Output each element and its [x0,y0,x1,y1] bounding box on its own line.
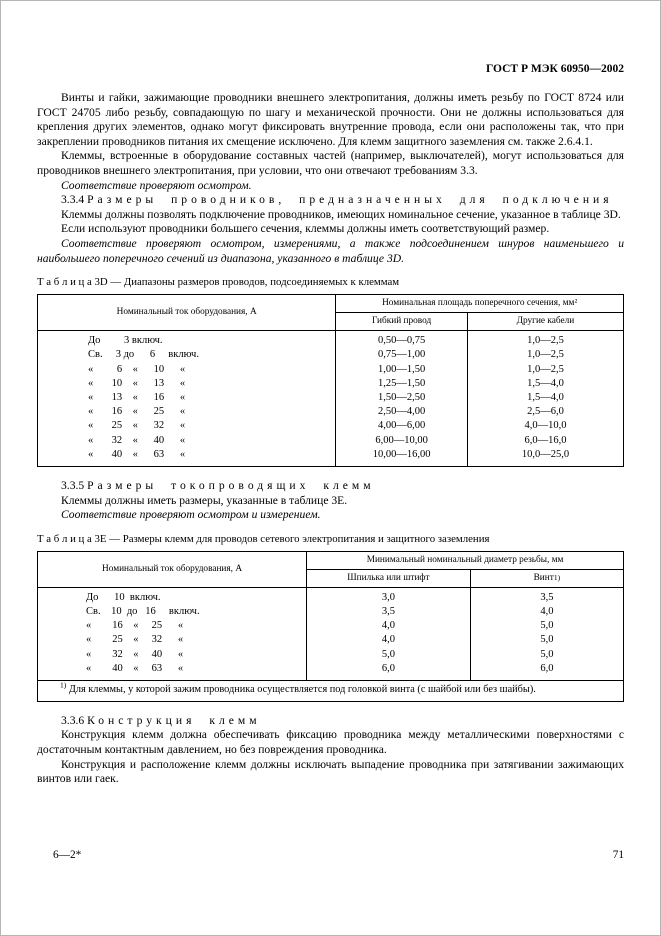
col-group [307,552,623,587]
table-caption-3d [37,276,624,289]
cell-flexible-cord-range: 1,50—2,50 [336,391,468,405]
subheader-row [307,570,623,587]
paragraph-larger-cross-section: Если используют проводники большего сечения, клеммы должны иметь соответствующий размер. [61,222,550,236]
sheet-signature: 6—2* [53,849,82,861]
table-3e [37,551,624,702]
cell-current-range: « 13 « 16 « [38,391,336,405]
cell-current-range: « 32 « 40 « [38,434,336,448]
section-number: 3.3.5 [61,478,85,492]
cell-flexible-cord-range: 2,50—4,00 [336,405,468,419]
cell-current-range: « 16 « 25 « [38,405,336,419]
section-title: Конструкция клемм [87,713,261,727]
section-heading-3-3-5 [37,479,624,494]
paragraph-compliance-measurement-3d: Соответствие проверяют осмотром, измерениями, а также подсоединением шнуров наименьшего и наибольшего поперечного сечений из диапазона, указанного в таблице 3D. [37,236,624,265]
table-row [38,448,623,466]
table-row [38,419,623,433]
col-header-screw-label: Винт [533,572,554,583]
subheader-row [336,313,623,330]
cell-screw-diameter: 4,0 [540,605,554,617]
cell-current-range: До 3 включ. [38,331,336,348]
doc-header-standard-number: ГОСТ Р МЭК 60950—2002 [486,63,624,75]
paragraph-builtin-terminals: Клеммы, встроенные в оборудование составных частей (например, выключателей), могут использоваться для проводников внешнего электропитания, при условии, что они отвечают требованиям 3.3. [37,149,624,177]
cell-flexible-cord-range: 0,50—0,75 [336,331,468,348]
col-header-rated-current: Номинальный ток оборудования, А [38,552,307,587]
section-title: Размеры токопроводящих клемм [87,478,375,492]
cell-current-range: « 32 « 40 « [38,648,307,662]
cell-current-range: « 16 « 25 « [38,619,307,633]
footnote-text: Для клеммы, у которой зажим проводника осуществляется под головкой винта (с шайбой или без шайбы). [66,683,536,695]
table-title: — Диапазоны размеров проводов, подсоединяемых к клеммам [110,276,400,289]
cell-other-cables-range: 1,0—2,5 [527,363,564,375]
table-row [38,619,623,633]
paragraph-terminal-sizes: Клеммы должны иметь размеры, указанные в таблице 3Е. [61,493,348,507]
col-group-header-cross-section: Номинальная площадь поперечного сечения, мм² [336,295,623,313]
table-row [38,405,623,419]
cell-stud-diameter: 6,0 [307,662,471,680]
paragraph-terminals-allow-connection: Клеммы должны позволять подключение проводников, имеющих номинальное сечение, указанное в таблице 3D. [61,207,621,221]
table-3d-header [38,295,623,331]
cell-stud-diameter: 4,0 [307,619,471,633]
table-3d [37,294,624,467]
cell-other-cables-range: 1,5—4,0 [527,391,564,403]
cell-screw-diameter: 5,0 [540,620,554,632]
cell-other-cables-range: 1,0—2,5 [527,349,564,361]
cell-screw-diameter: 6,0 [540,662,554,674]
table-row [38,391,623,405]
table-row [38,648,623,662]
cell-current-range: « 40 « 63 « [38,662,307,680]
page-content [1,1,660,787]
cell-stud-diameter: 4,0 [307,633,471,647]
cell-screw-diameter: 5,0 [540,634,554,646]
table-3e-footnote [38,680,623,701]
col-header-stud-or-pin: Шпилька или штифт [307,570,471,587]
section-number: 3.3.6 [61,713,85,727]
cell-other-cables-range: 6,0—16,0 [524,434,567,446]
paragraph-compliance-inspection: Соответствие проверяют осмотром. [61,178,252,192]
page-number: 71 [612,849,624,861]
table-row [38,363,623,377]
table-row [38,331,623,348]
table-label: Т а б л и ц а 3D [37,276,108,289]
cell-stud-diameter: 3,0 [307,588,471,605]
cell-current-range: « 40 « 63 « [38,448,336,466]
cell-other-cables-range: 2,5—6,0 [527,406,564,418]
cell-current-range: Св. 10 до 16 включ. [38,605,307,619]
paragraph-terminal-construction: Конструкция клемм должна обеспечивать фиксацию проводника между металлическими поверхностями с достаточным контактным давлением, но без повреждения проводника. [37,728,624,756]
col-header-other-cables: Другие кабели [516,316,575,327]
paragraph-conductor-retention: Конструкция и расположение клемм должны исключать выпадение проводника при затягивании зажимающих винтов или гаек. [37,757,624,786]
table-3e-header [38,552,623,588]
cell-screw-diameter: 3,5 [540,591,554,603]
cell-current-range: « 25 « 32 « [38,633,307,647]
cell-current-range: До 10 включ. [38,588,307,605]
footnote-marker: 1) [60,680,67,690]
table-caption-3e [37,533,624,546]
table-3e-body [38,588,623,680]
section-heading-3-3-4 [37,193,624,208]
table-row [38,588,623,605]
cell-flexible-cord-range: 1,25—1,50 [336,377,468,391]
table-row [38,633,623,647]
cell-current-range: « 10 « 13 « [38,377,336,391]
cell-current-range: « 6 « 10 « [38,363,336,377]
page-footer [37,849,624,861]
cell-current-range: « 25 « 32 « [38,419,336,433]
table-row [38,605,623,619]
table-row [38,662,623,680]
table-label: Т а б л и ц а 3Е [37,532,107,545]
table-row [38,348,623,362]
table-row [38,434,623,448]
cell-flexible-cord-range: 6,00—10,00 [336,434,468,448]
cell-screw-diameter: 5,0 [540,648,554,660]
section-number: 3.3.4 [61,193,85,207]
col-group-header-thread-diameter: Минимальный номинальный диаметр резьбы, мм [307,552,623,570]
col-header-flexible-cord: Гибкий провод [336,313,468,330]
cell-current-range: Св. 3 до 6 включ. [38,348,336,362]
section-title: Размеры проводников, предназначенных для подключения [87,193,613,207]
table-3d-body [38,331,623,466]
col-group [336,295,623,330]
cell-flexible-cord-range: 4,00—6,00 [336,419,468,433]
col-header-screw: Винт 1) [533,572,561,583]
cell-other-cables-range: 4,0—10,0 [524,420,567,432]
cell-flexible-cord-range: 1,00—1,50 [336,363,468,377]
cell-other-cables-range: 10,0—25,0 [521,448,570,460]
cell-other-cables-range: 1,5—4,0 [527,377,564,389]
table-row [38,377,623,391]
col-header-rated-current: Номинальный ток оборудования, А [38,295,336,330]
cell-flexible-cord-range: 10,00—16,00 [336,448,468,466]
cell-stud-diameter: 5,0 [307,648,471,662]
cell-flexible-cord-range: 0,75—1,00 [336,348,468,362]
section-heading-3-3-6 [37,714,624,729]
paragraph-screws-nuts: Винты и гайки, зажимающие проводники внешнего электропитания, должны иметь резьбу по ГОСТ 8724 или ГОСТ 24705 либо резьбу, совпадающую по шагу и механической прочности. Они не должны использоваться для крепления других элементов, однако могут фиксировать внутренние провода, если они расположены так, что при закреплении проводников питания их смещение исключено. Для клемм защитного заземления см. также 2.6.4.1. [37,91,624,148]
cell-other-cables-range: 1,0—2,5 [527,335,564,347]
paragraph-compliance-measurement-3e: Соответствие проверяют осмотром и измерением. [61,508,321,522]
cell-stud-diameter: 3,5 [307,605,471,619]
table-title: — Размеры клемм для проводов сетевого электропитания и защитного заземления [109,532,490,545]
